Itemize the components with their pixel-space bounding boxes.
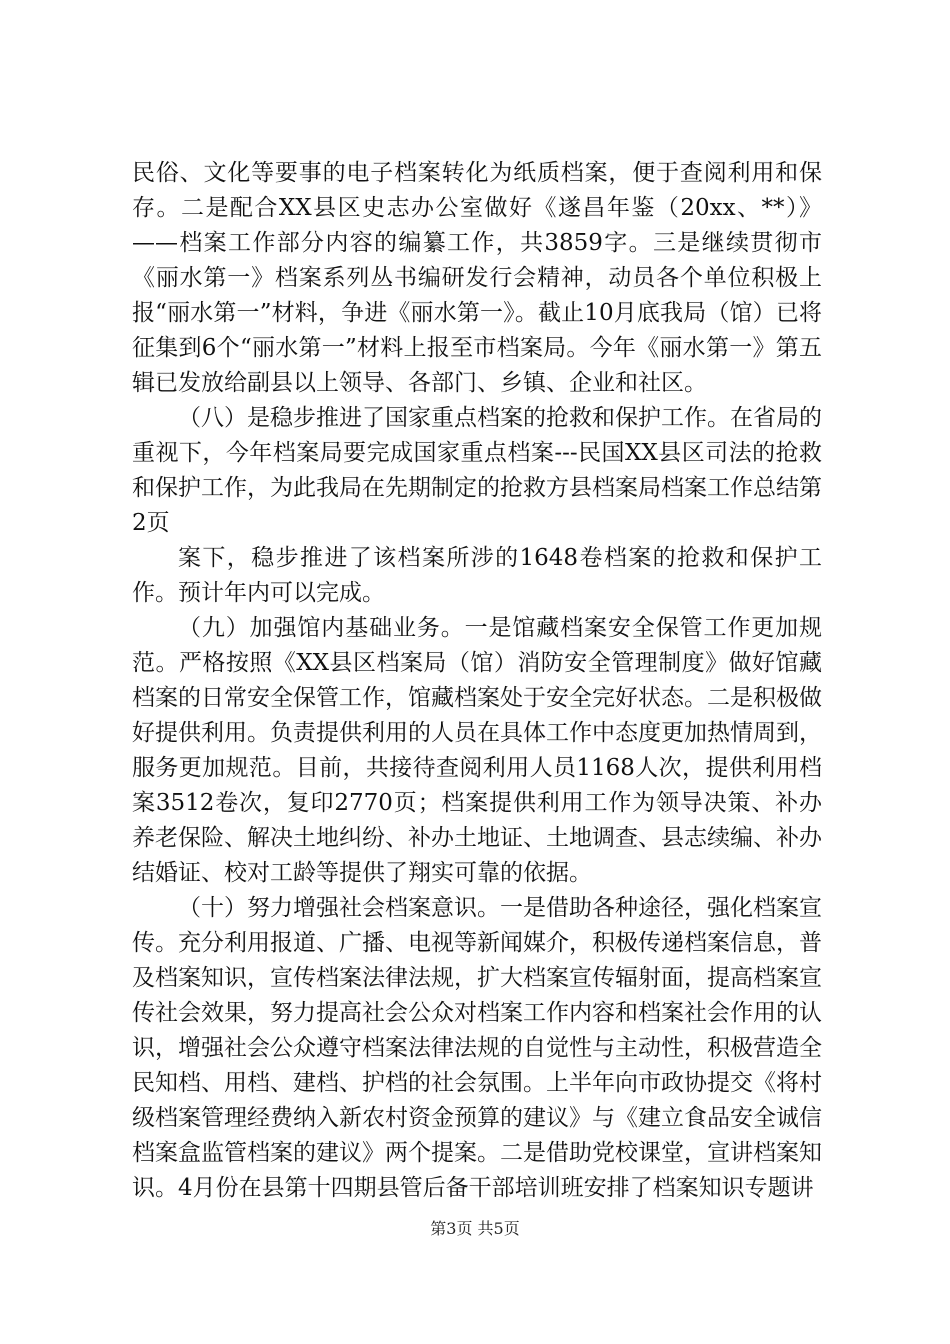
paragraph-5: （十）努力增强社会档案意识。一是借助各种途径，强化档案宣传。充分利用报道、广播、电视等新闻媒介，积极传递档案信息，普及档案知识，宣传档案法律法规，扩大档案宣传辐射面，提高档案宣传社会效果，努力提高社会公众对档案工作内容和档案社会作用的认识，增强社会公众遵守档案法律法规的自觉性与主动性，积极营造全民知档、用档、建档、护档的社会氛围。上半年向市政协提交《将村级档案管理经费纳入新农村资金预算的建议》与《建立食品安全诚信档案盒监管档案的建议》两个提案。二是借助党校课堂，宣讲档案知识。4月份在县第十四期县管后备干部培训班安排了档案知识专题讲 [132,895,822,1201]
paragraph-4: （九）加强馆内基础业务。一是馆藏档案安全保管工作更加规范。严格按照《XX县区档案局（馆）消防安全管理制度》做好馆藏档案的日常安全保管工作，馆藏档案处于安全完好状态。二是积极做好提供利用。负责提供利用的人员在具体工作中态度更加热情周到，服务更加规范。目前，共接待查阅利用人员1168人次，提供利用档案3512卷次，复印2770页；档案提供利用工作为领导决策、补办养老保险、解决土地纠纷、补办土地证、土地调查、县志续编、补办结婚证、校对工龄等提供了翔实可靠的依据。 [132,615,822,886]
document-body [132,156,822,1206]
paragraph-3: 案下，稳步推进了该档案所涉的1648卷档案的抢救和保护工作。预计年内可以完成。 [132,545,822,606]
paragraph-1: 民俗、文化等要事的电子档案转化为纸质档案，便于查阅利用和保存。二是配合XX县区史志办公室做好《遂昌年鉴（20xx、**）》——档案工作部分内容的编纂工作，共3859字。三是继续贯彻市《丽水第一》档案系列丛书编研发行会精神，动员各个单位积极上报“丽水第一”材料，争进《丽水第一》。截止10月底我局（馆）已将征集到6个“丽水第一”材料上报至市档案局。今年《丽水第一》第五辑已发放给副县以上领导、各部门、乡镇、企业和社区。 [132,160,822,396]
paragraph-2: （八）是稳步推进了国家重点档案的抢救和保护工作。在省局的重视下，今年档案局要完成国家重点档案---民国XX县区司法的抢救和保护工作，为此我局在先期制定的抢救方县档案局档案工作总结第2页 [132,405,822,536]
page-footer: 第3页 共5页 [430,1219,520,1238]
